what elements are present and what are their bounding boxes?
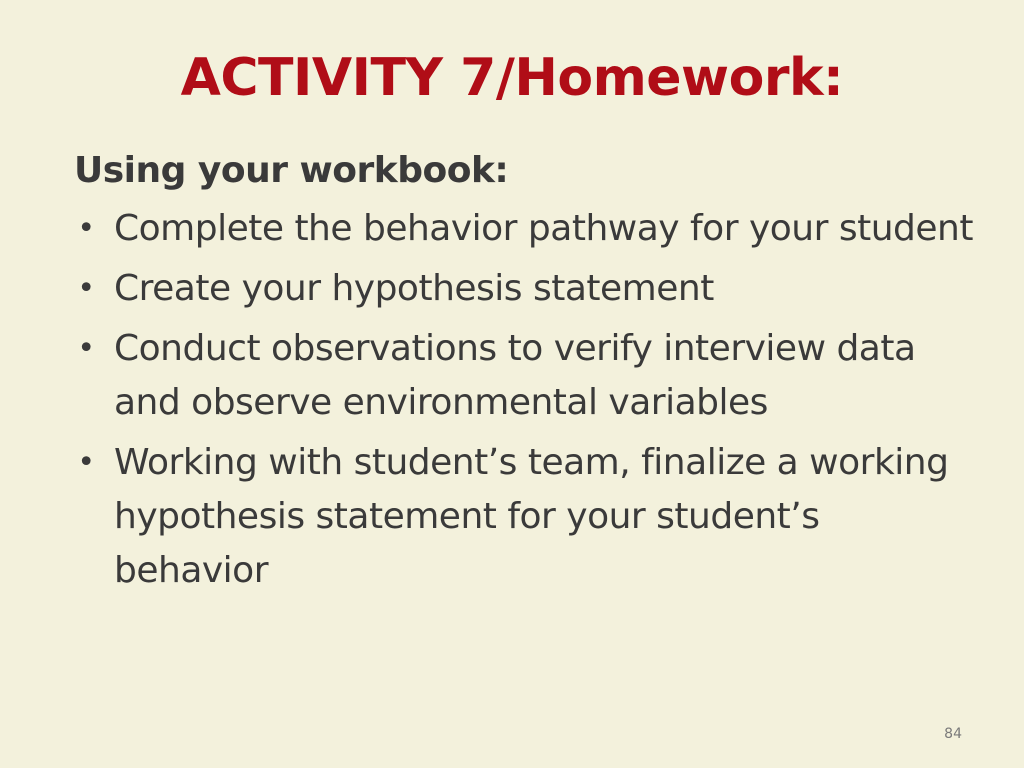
bullet-list bbox=[74, 202, 974, 598]
bullet-item bbox=[74, 262, 974, 316]
bullet-icon: • bbox=[77, 271, 95, 306]
page-number: 84 bbox=[944, 726, 962, 742]
slide-body bbox=[74, 146, 974, 604]
subheading: Using your workbook: bbox=[74, 150, 509, 191]
bullet-text: Complete the behavior pathway for your student bbox=[114, 208, 973, 249]
bullet-icon: • bbox=[77, 331, 95, 366]
bullet-item bbox=[74, 202, 974, 256]
bullet-item bbox=[74, 436, 974, 598]
bullet-item bbox=[74, 322, 974, 430]
bullet-icon: • bbox=[77, 211, 95, 246]
bullet-text: Create your hypothesis statement bbox=[114, 268, 714, 309]
slide-title: ACTIVITY 7/Homework: bbox=[180, 48, 844, 108]
bullet-text: Working with student’s team, finalize a working hypothesis statement for your student’s behavior bbox=[114, 442, 949, 591]
bullet-icon: • bbox=[77, 445, 95, 480]
bullet-text: Conduct observations to verify interview data and observe environmental variables bbox=[114, 328, 916, 423]
